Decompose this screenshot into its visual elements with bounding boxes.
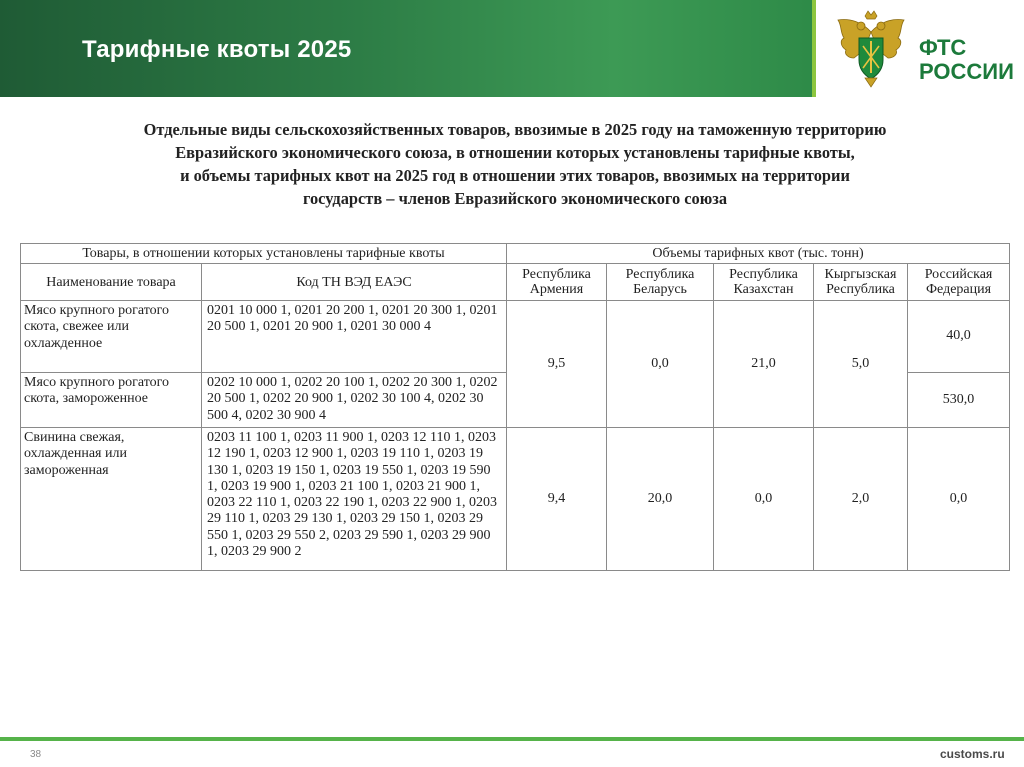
- column-header-name: Наименование товара: [21, 264, 202, 301]
- quota-russia-cell: 0,0: [908, 428, 1010, 571]
- page-number: 38: [30, 749, 42, 760]
- quota-kazakhstan-cell: 21,0: [714, 301, 814, 428]
- goods-code-cell: 0201 10 000 1, 0201 20 200 1, 0201 20 300 1, 0201 20 500 1, 0201 20 900 1, 0201 30 000 4: [202, 301, 507, 373]
- quota-kazakhstan-cell: 0,0: [714, 428, 814, 571]
- quota-belarus-cell: 20,0: [607, 428, 714, 571]
- goods-name-cell: Свинина свежая, охлажденная или замороженная: [21, 428, 202, 571]
- quota-kyrgyzstan-cell: 2,0: [814, 428, 908, 571]
- quota-armenia-cell: 9,5: [507, 301, 607, 428]
- document-title: [40, 118, 990, 210]
- column-header-armenia: Республика Армения: [507, 264, 607, 301]
- quota-armenia-cell: 9,4: [507, 428, 607, 571]
- quota-russia-cell: 530,0: [908, 373, 1010, 428]
- slide-title: Тарифные квоты 2025: [82, 36, 352, 63]
- tariff-quota-table: [20, 243, 1010, 571]
- table-row: [21, 301, 1010, 373]
- header-banner: [0, 0, 1024, 97]
- logo-text-fts: ФТС: [919, 35, 967, 60]
- footer-divider: [0, 737, 1024, 741]
- table-row: [21, 428, 1010, 571]
- document-title-line: и объемы тарифных квот на 2025 год в отношении этих товаров, ввозимых на территории: [180, 166, 850, 185]
- double-headed-eagle-icon: [834, 10, 908, 88]
- goods-name-cell: Мясо крупного рогатого скота, свежее или охлажденное: [21, 301, 202, 373]
- quota-kyrgyzstan-cell: 5,0: [814, 301, 908, 428]
- fts-logo: [812, 0, 1024, 97]
- document-title-line: государств – членов Евразийского экономического союза: [302, 189, 728, 208]
- goods-code-cell: 0202 10 000 1, 0202 20 100 1, 0202 20 300 1, 0202 20 500 1, 0202 20 900 1, 0202 30 100 4, 0202 30 500 4, 0202 30 900 4: [202, 373, 507, 428]
- column-header-code: Код ТН ВЭД ЕАЭС: [202, 264, 507, 301]
- goods-name-cell: Мясо крупного рогатого скота, замороженное: [21, 373, 202, 428]
- logo-text-russia: РОССИИ: [919, 59, 1014, 84]
- quota-russia-cell: 40,0: [908, 301, 1010, 373]
- quota-belarus-cell: 0,0: [607, 301, 714, 428]
- header-volumes-group: Объемы тарифных квот (тыс. тонн): [507, 244, 1010, 264]
- document-title-line: Евразийского экономического союза, в отношении которых установлены тарифные квоты,: [175, 143, 855, 162]
- column-header-russia: Российская Федерация: [908, 264, 1010, 301]
- goods-code-cell: 0203 11 100 1, 0203 11 900 1, 0203 12 110 1, 0203 12 190 1, 0203 12 900 1, 0203 19 110 1, 0203 19 130 1, 0203 19 150 1, 0203 19 550 1, 0203 19 590 1, 0203 19 900 1, 0203 21 100 1, 0203 21 900 1, 0203 22 110 1, 0203 22 190 1, 0203 22 900 1, 0203 29 110 1, 0203 29 130 1, 0203 29 150 1, 0203 29 550 1, 0203 29 550 2, 0203 29 590 1, 0203 29 900 1, 0203 29 900 2: [202, 428, 507, 571]
- column-header-kazakhstan: Республика Казахстан: [714, 264, 814, 301]
- header-goods-group: Товары, в отношении которых установлены тарифные квоты: [21, 244, 507, 264]
- column-header-belarus: Республика Беларусь: [607, 264, 714, 301]
- column-header-kyrgyzstan: Кыргызская Республика: [814, 264, 908, 301]
- document-title-line: Отдельные виды сельскохозяйственных товаров, ввозимые в 2025 году на таможенную территорию: [143, 120, 887, 139]
- footer-site-link[interactable]: customs.ru: [940, 747, 1005, 761]
